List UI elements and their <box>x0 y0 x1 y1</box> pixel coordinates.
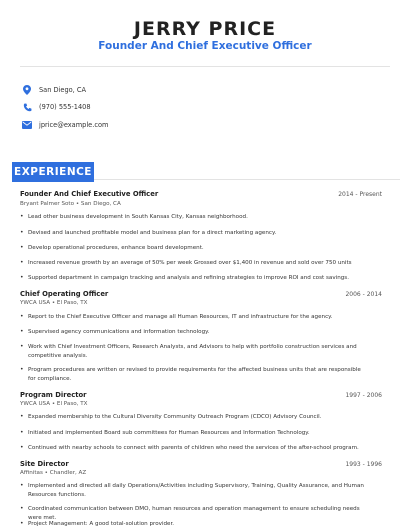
list-item: • Program procedures are written or revised to provide requirements for the affected business units that are responsible for compliance. <box>20 366 370 383</box>
bullet-text: Expanded membership to the Cultural Diversity Community Outreach Program (CDCO) Advisory Council. <box>28 414 322 420</box>
contact-phone-text: (970) 555-1408 <box>39 103 91 111</box>
phone-icon <box>22 102 32 112</box>
contact-location-text: San Diego, CA <box>39 86 86 94</box>
job-company: Bryant Palmer Soto <box>20 201 75 207</box>
job-company-line: Affinitas • Chandler, AZ <box>20 470 87 476</box>
bullet-text: Work with Chief Investment Officers, Research Analysts, and Advisors to help with portfolio construction services and competitive analysis. <box>28 344 357 359</box>
job-title: Site Director <box>20 460 69 468</box>
job-title: Chief Operating Officer <box>20 290 109 298</box>
list-item: • Devised and launched profitable model and business plan for a direct marketing agency. <box>20 229 370 238</box>
bullet-text: Initiated and implemented Board sub committees for Human Resources and Information Technology. <box>28 430 310 436</box>
job-title: Program Director <box>20 391 87 399</box>
job-company: YWCA USA <box>20 401 51 407</box>
job-dates: 1993 - 1996 <box>345 461 382 468</box>
bullet-text: Implemented and directed all daily Operations/Activities including Supervisory, Training, Quality Assurance, and Human Resources functions. <box>28 483 364 498</box>
list-item: • Project Management: A good total-solution provider. <box>20 520 370 529</box>
bullet-text: Lead other business development in South Kansas City, Kansas neighborhood. <box>28 214 248 220</box>
list-item: • Report to the Chief Executive Officer and manage all Human Resources, IT and infrastructure for the agency. <box>20 313 370 322</box>
bullet-text: Supervised agency communications and information technology. <box>28 329 210 335</box>
list-item: • Implemented and directed all daily Operations/Activities including Supervisory, Training, Quality Assurance, and Human Resources functions. <box>20 482 370 499</box>
list-item: • Supported department in campaign tracking and analysis and refining strategies to improve ROI and cost savings. <box>20 274 370 283</box>
experience-heading: EXPERIENCE <box>12 162 94 182</box>
candidate-name: JERRY PRICE <box>133 18 277 40</box>
list-item: • Continued with nearby schools to connect with parents of children who need the services of the after-school program. <box>20 444 370 453</box>
job-dates: 2014 - Present <box>338 191 382 198</box>
job-company: YWCA USA <box>20 300 51 306</box>
job-location: El Paso, TX <box>56 401 88 407</box>
candidate-title: Founder And Chief Executive Officer <box>98 40 312 52</box>
bullet-text: Develop operational procedures, enhance board development. <box>28 245 204 251</box>
list-item: • Supervised agency communications and information technology. <box>20 328 370 337</box>
bullet-text: Increased revenue growth by an average of 50% per week Grossed over $1,400 in revenue and sold over 750 units <box>28 260 352 266</box>
contact-location <box>22 83 86 97</box>
job-location: El Paso, TX <box>56 300 88 306</box>
bullet-text: Program procedures are written or revised to provide requirements for the affected business units that are responsible for compliance. <box>28 367 361 382</box>
contact-email-text[interactable]: jprice@example.com <box>39 121 109 129</box>
bullet-text: Report to the Chief Executive Officer and manage all Human Resources, IT and infrastructure for the agency. <box>28 314 333 320</box>
list-item: • Expanded membership to the Cultural Diversity Community Outreach Program (CDCO) Advisory Council. <box>20 413 370 422</box>
experience-divider <box>94 179 400 180</box>
job-company-line: YWCA USA • El Paso, TX <box>20 300 88 306</box>
job-title: Founder And Chief Executive Officer <box>20 190 159 198</box>
bullet-text: Devised and launched profitable model and business plan for a direct marketing agency. <box>28 230 277 236</box>
list-item: • Lead other business development in South Kansas City, Kansas neighborhood. <box>20 213 370 222</box>
contact-email <box>22 118 108 132</box>
header-divider <box>20 66 390 67</box>
job-location: San Diego, CA <box>80 201 121 207</box>
job-dates: 2006 - 2014 <box>345 291 382 298</box>
bullet-text: Project Management: A good total-solution provider. <box>28 521 175 527</box>
bullet-text: Coordinated communication between DMO, human resources and operation management to ensure scheduling needs were met. <box>28 506 360 521</box>
list-item: • Work with Chief Investment Officers, Research Analysts, and Advisors to help with portfolio construction services and competitive analysis. <box>20 343 370 360</box>
location-pin-icon <box>22 85 32 95</box>
bullet-text: Supported department in campaign tracking and analysis and refining strategies to improve ROI and cost savings. <box>28 275 349 281</box>
list-item: • Initiated and implemented Board sub committees for Human Resources and Information Technology. <box>20 429 370 438</box>
job-company-line: Bryant Palmer Soto • San Diego, CA <box>20 201 121 207</box>
email-icon <box>22 120 32 130</box>
job-dates: 1997 - 2006 <box>345 392 382 399</box>
list-item: • Coordinated communication between DMO, human resources and operation management to ensure scheduling needs were met. <box>20 505 370 522</box>
job-company-line: YWCA USA • El Paso, TX <box>20 401 88 407</box>
job-location: Chandler, AZ <box>49 470 87 476</box>
contact-phone <box>22 100 91 114</box>
list-item: • Develop operational procedures, enhance board development. <box>20 244 370 253</box>
job-company: Affinitas <box>20 470 43 476</box>
list-item: • Increased revenue growth by an average of 50% per week Grossed over $1,400 in revenue and sold over 750 units <box>20 259 370 268</box>
bullet-text: Continued with nearby schools to connect with parents of children who need the services of the after-school program. <box>28 445 359 451</box>
